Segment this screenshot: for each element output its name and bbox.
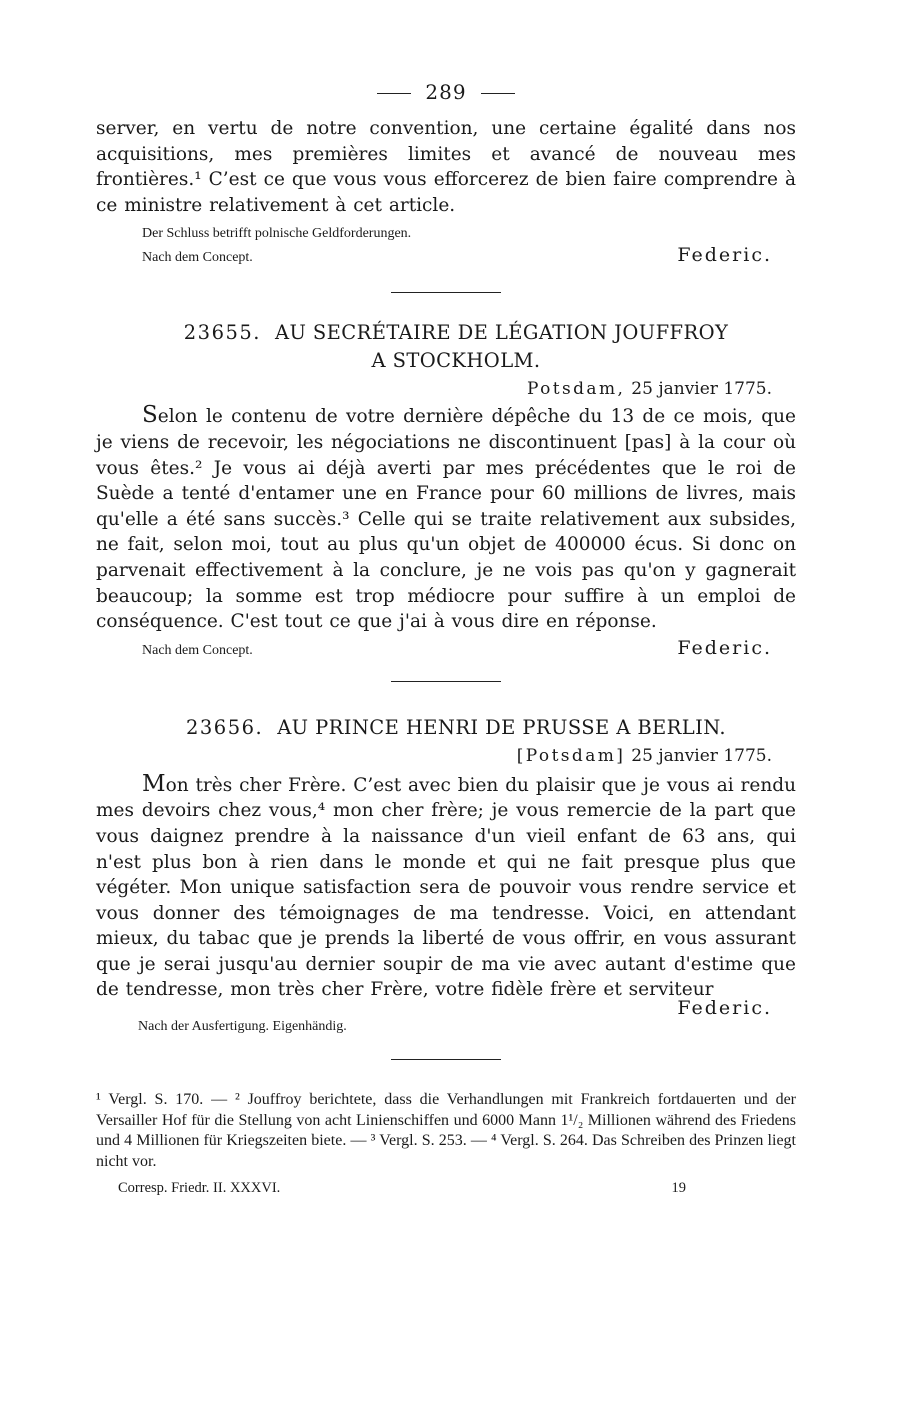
section-separator — [391, 681, 501, 682]
letter-body: Mon très cher Frère. C’est avec bien du plaisir que je vous ai rendu mes devoirs chez vous,⁴ mon cher frère; je vous remercie de la part que vous daignez prendre à la naissance d'un vieil enfant de 63 ans, qui n'est plus bon à rien dans le monde et qui ne fait presque plus que végéter. Mon unique satisfaction sera de pouvoir vous rendre service et vous donner des témoignages de ma tendresse. Voici, en attendant mieux, du tabac que je prends la liberté de vous offrir, en vous assurant que je serai jusqu'au dernier soupir de ma vie avec autant d'estime que de tendresse, mon très cher Frère, votre fidèle frère et serviteur — [96, 770, 796, 1001]
dateline — [96, 744, 772, 768]
letter-recipient-location: A STOCKHOLM. — [371, 349, 541, 373]
page-number: 289 — [425, 80, 467, 104]
section-separator — [391, 292, 501, 293]
page-footer — [118, 1180, 686, 1197]
section-separator — [391, 1059, 501, 1060]
source-note: Nach dem Concept. — [142, 250, 253, 266]
summary-note: Der Schluss betrifft polnische Geldforderungen. — [142, 226, 412, 242]
continuation-footer-row — [142, 244, 772, 270]
letter-number: 23655. — [183, 321, 261, 345]
dateline-date: 25 janvier 1775. — [631, 745, 772, 766]
page-number-dash-right — [481, 93, 515, 94]
dateline — [96, 377, 772, 401]
letter-heading — [96, 714, 796, 742]
source-note: Nach dem Concept. — [142, 642, 253, 658]
letter-number: 23656. — [185, 715, 264, 739]
page-number-line — [96, 80, 796, 116]
dateline-place: [Potsdam] — [516, 745, 626, 766]
dateline-date: 25 janvier 1775. — [631, 379, 772, 400]
footnotes: ¹ Vergl. S. 170. — ² Jouffroy berichtete, dass die Verhandlungen mit Frankreich fortdauerten und der Versailler Hof für die Stellung von acht Linienschiffen und 6000 Mann 1¹/₂ Millionen während des Friedens und 4 Millionen für Kriegszeiten biete. — ³ Vergl. S. 253. — ⁴ Vergl. S. 264. Das Schreiben des Prinzen liegt nicht vor. — [96, 1091, 796, 1170]
letter-footer-row — [142, 637, 772, 663]
letter-heading — [96, 319, 796, 375]
page-number-dash-left — [377, 93, 411, 94]
source-note: Nach der Ausfertigung. Eigenhändig. — [138, 1019, 347, 1035]
signature-mark: Corresp. Friedr. II. XXXVI. — [118, 1180, 281, 1197]
letter-recipient: AU SECRÉTAIRE DE LÉGATION JOUFFROY — [275, 321, 729, 345]
signature: Federic. — [677, 244, 772, 267]
sheet-number: 19 — [671, 1180, 686, 1197]
signature: Federic. — [677, 636, 772, 659]
continuation-paragraph: server, en vertu de notre convention, une certaine égalité dans nos acquisitions, mes premières limites et avancé de nouveau mes frontières.¹ C’est ce que vous vous efforcerez de bien faire comprendre à ce ministre relativement à cet article. — [96, 118, 796, 216]
letter-recipient: AU PRINCE HENRI DE PRUSSE A BERLIN. — [277, 715, 727, 739]
book-page — [96, 80, 796, 1197]
dateline-place: Potsdam, — [527, 379, 626, 400]
signature: Federic. — [677, 997, 772, 1020]
letter-body: Selon le contenu de votre dernière dépêche du 13 de ce mois, que je viens de recevoir, les négociations ne discontinuent [pas] à la cour où vous êtes.² Je vous ai déjà averti par mes précédentes que le roi de Suède a tenté d'entamer une en France pour 60 millions de livres, mais qu'elle a été sans succès.³ Celle qui se traite relativement aux subsides, ne fait, selon moi, tout au plus qu'un objet de 400000 écus. Si donc on parvenait effectivement à la conclure, je ne vois pas qu'on y gagnerait beaucoup; la somme est trop médiocre pour suffire à un emploi de conséquence. C'est tout ce que j'ai à vous dire en réponse. — [96, 402, 796, 633]
